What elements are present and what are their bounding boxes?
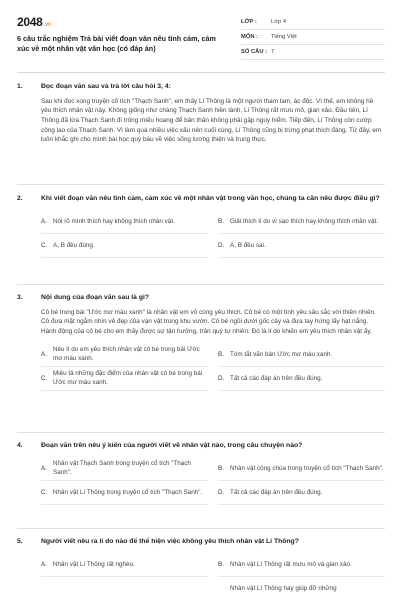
question-number: 4. xyxy=(17,442,23,449)
option-text: Nói rõ mình thích hay không thích nhân vật. xyxy=(53,217,175,225)
question-5 xyxy=(17,537,385,600)
meta-label: SỐ CÂU : xyxy=(241,48,268,55)
meta-value: 7 xyxy=(271,48,275,55)
answer-option-a[interactable] xyxy=(41,457,208,481)
logo-text: 2048 xyxy=(17,15,43,29)
option-letter: D. xyxy=(218,488,225,496)
answer-option-a[interactable] xyxy=(41,343,208,367)
option-letter: B. xyxy=(218,217,224,225)
question-divider xyxy=(17,528,385,529)
page-title: 6 câu trắc nghiệm Trả bài viết đoạn văn nêu tình cảm, cảm xúc về một nhân vật văn học (có đáp án) xyxy=(17,34,216,53)
question-text: Nội dung của đoạn văn sau là gì? xyxy=(41,294,150,301)
question-number: 5. xyxy=(17,538,23,545)
option-text: Nhân vật Lí Thông rất nghèo. xyxy=(53,560,135,568)
answer-options xyxy=(41,457,385,505)
option-text: Miêu tả những đặc điểm của nhân vật cô bé trong bài Ước mơ màu xanh. xyxy=(53,370,203,387)
question-text: Người viết nêu ra lí do nào để thể hiện việc không yêu thích nhân vật Lí Thông? xyxy=(41,538,299,545)
option-letter: A. xyxy=(41,217,47,225)
option-letter: B. xyxy=(218,560,224,568)
question-header xyxy=(17,293,385,303)
option-letter: A. xyxy=(41,560,47,568)
question-header xyxy=(17,537,385,547)
option-letter: B. xyxy=(218,350,224,358)
meta-table xyxy=(241,15,385,60)
question-divider xyxy=(17,284,385,285)
meta-value: Lớp 4 xyxy=(271,18,287,25)
option-text: Nhân vật Lí Thông trong truyện cổ tích "Thạch Sanh". xyxy=(53,488,203,496)
meta-row-subject xyxy=(241,30,385,45)
option-text: A, B đều đúng. xyxy=(53,241,95,249)
option-text: Tất cả các đáp án trên đều đúng. xyxy=(230,488,323,496)
question-number: 3. xyxy=(17,294,23,301)
question-number: 1. xyxy=(17,83,23,90)
header-divider xyxy=(17,72,385,73)
question-text: Đọc đoạn văn sau và trả lời câu hỏi 3, 4: xyxy=(41,83,171,90)
option-letter: C. xyxy=(41,241,48,249)
answer-option-b[interactable] xyxy=(218,210,385,234)
answer-option-d[interactable] xyxy=(218,481,385,505)
question-header xyxy=(17,441,385,451)
option-text: Giải thích lí do vì sao thích hay không thích nhân vật. xyxy=(230,217,379,225)
meta-row-count xyxy=(241,45,385,60)
question-2 xyxy=(17,194,385,258)
answer-option-d[interactable] xyxy=(218,577,385,600)
logo-suffix: .vn xyxy=(43,22,52,28)
passage-text: Cô bé trong bài "Ước mơ màu xanh" là nhân vật em vô cùng yêu thích. Cô bé có một tình yêu sâu sắc với thiên nhiên. Cô đưa mặt ngắm nhìn vẻ đẹp của vạn vật trong khu vườn. Cô bé ngồi dưới gốc cây và đưa tay hứng lấy hạt nắng. Hành động của cô bé cho em thấy được sự tận hưởng, trân quý tự nhiên. Đó là lí do khiến em yêu thích nhân vật ấy. xyxy=(41,308,376,336)
option-letter: D. xyxy=(218,374,225,382)
question-divider xyxy=(17,432,385,433)
answer-option-c[interactable] xyxy=(41,577,208,600)
meta-label: MÔN : xyxy=(241,33,259,40)
question-text: Khi viết đoạn văn nêu tình cảm, cảm xúc về một nhân vật trong văn học, chúng ta cần nêu được điều gì? xyxy=(41,195,380,202)
site-logo[interactable] xyxy=(17,14,51,31)
answer-option-c[interactable] xyxy=(41,367,208,391)
option-letter: D. xyxy=(218,241,225,249)
answer-option-b[interactable] xyxy=(218,553,385,577)
answer-option-a[interactable] xyxy=(41,553,208,577)
answer-option-a[interactable] xyxy=(41,210,208,234)
page-header xyxy=(17,12,385,68)
answer-option-d[interactable] xyxy=(218,367,385,391)
option-text: Nhân vật Lí Thông rất mưu mô và gian xảo. xyxy=(230,560,352,568)
answer-options xyxy=(41,553,385,600)
option-text: Tóm tắt văn bản Ước mơ màu xanh. xyxy=(230,350,333,358)
question-divider xyxy=(17,184,385,185)
option-letter: A. xyxy=(41,350,47,358)
passage-text: Sau khi đọc xong truyện cổ tích "Thạch Sanh", em thấy Lí Thông là một người tham lam, ác độc. Vì thế, em không hề yêu thích nhân vật này. Không giống như chàng Thạch Sanh hiền lành, Lí Thông rất mưu mô, gian xảo. Đầu tiên, Lí Thông đã lừa Thạch Sanh đi trông miếu hoang để bản thân không phải gặp nguy hiểm. Tiếp đến, Lí Thông còn cướp công lao của Thạch Sanh. Vì làm quá nhiều việc xấu nên cuối cùng, Lí Thông cũng bị trừng phạt thích đáng. Từ đây, em luôn khắc ghi cho mình bài học quý báu về việc sống lương thiện và trung thực. xyxy=(41,97,382,144)
answer-option-b[interactable] xyxy=(218,457,385,481)
option-letter: A. xyxy=(41,464,47,472)
option-letter: C. xyxy=(41,488,48,496)
option-letter: C. xyxy=(41,374,48,382)
meta-value: Tiếng Việt xyxy=(271,33,297,40)
option-text: Nêu lí do em yêu thích nhân vật cô bé trong bài Ước mơ màu xanh. xyxy=(53,346,200,363)
answer-option-c[interactable] xyxy=(41,234,208,258)
option-letter: B. xyxy=(218,464,224,472)
question-1 xyxy=(17,82,385,145)
meta-row-class xyxy=(241,15,385,30)
option-text: Nhân vật Thạch Sanh trong truyện cổ tích "Thạch Sanh". xyxy=(53,460,191,477)
meta-label: LỚP : xyxy=(241,18,257,25)
option-text: Tất cả các đáp án trên đều đúng. xyxy=(230,374,323,382)
answer-options xyxy=(41,210,385,258)
option-text: A, B đều sai. xyxy=(230,241,266,249)
question-3 xyxy=(17,293,385,391)
question-header xyxy=(17,82,385,92)
answer-option-d[interactable] xyxy=(218,234,385,258)
option-text: Nhân vật Lí Thông hay giúp đỡ những xyxy=(230,585,337,593)
answer-option-b[interactable] xyxy=(218,343,385,367)
question-number: 2. xyxy=(17,195,23,202)
answer-options xyxy=(41,343,385,391)
question-text: Đoạn văn trên nêu ý kiến của người viết về nhân vật nào, trong câu chuyện nào? xyxy=(41,442,303,449)
answer-option-c[interactable] xyxy=(41,481,208,505)
question-4 xyxy=(17,441,385,505)
option-text: Nhân vật công chúa trong truyện cổ tích "Thạch Sanh". xyxy=(230,464,384,472)
question-header xyxy=(17,194,385,204)
